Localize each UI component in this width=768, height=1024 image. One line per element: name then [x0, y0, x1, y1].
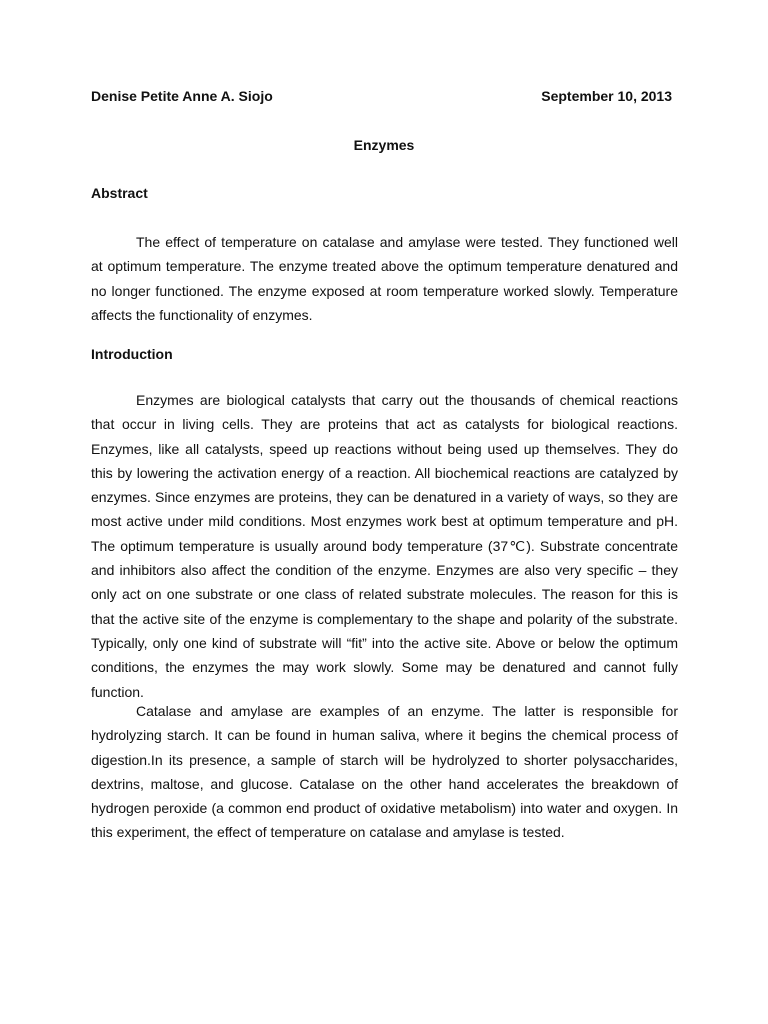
abstract-heading: Abstract [91, 185, 148, 201]
author-name: Denise Petite Anne A. Siojo [91, 88, 273, 104]
introduction-paragraph-2: Catalase and amylase are examples of an enzyme. The latter is responsible for hydrolyzing starch. It can be found in human saliva, where it begins the chemical process of digestion.In its presence, a sample of starch will be hydrolyzed to shorter polysaccharides, dextrins, maltose, and glucose. Catalase on the other hand accelerates the breakdown of hydrogen peroxide (a common end product of oxidative metabolism) into water and oxygen. In this experiment, the effect of temperature on catalase and amylase is tested. [91, 703, 678, 841]
document-title: Enzymes [353, 137, 415, 153]
document-header [91, 88, 672, 108]
abstract-paragraph: The effect of temperature on catalase and amylase were tested. They functioned well at optimum temperature. The enzyme treated above the optimum temperature denatured and no longer functioned. The enzyme exposed at room temperature worked slowly. Temperature affects the functionality of enzymes. [91, 234, 678, 323]
document-date: September 10, 2013 [541, 88, 672, 104]
introduction-paragraph-1: Enzymes are biological catalysts that carry out the thousands of chemical reactions that occur in living cells. They are proteins that act as catalysts for biological reactions. Enzymes, like all catalysts, speed up reactions without being used up themselves. They do this by lowering the activation energy of a reaction. All biochemical reactions are catalyzed by enzymes. Since enzymes are proteins, they can be denatured in a variety of ways, so they are most active under mild conditions. Most enzymes work best at optimum temperature and pH. The optimum temperature is usually around body temperature (37℃). Substrate concentrate and inhibitors also affect the condition of the enzyme. Enzymes are also very specific – they only act on one substrate or one class of related substrate molecules. The reason for this is that the active site of the enzyme is complementary to the shape and polarity of the substrate. Typically, only one kind of substrate will “fit” into the active site. Above or below the optimum conditions, the enzymes the may work slowly. Some may be denatured and cannot fully function. [91, 392, 678, 700]
introduction-heading: Introduction [91, 346, 173, 362]
